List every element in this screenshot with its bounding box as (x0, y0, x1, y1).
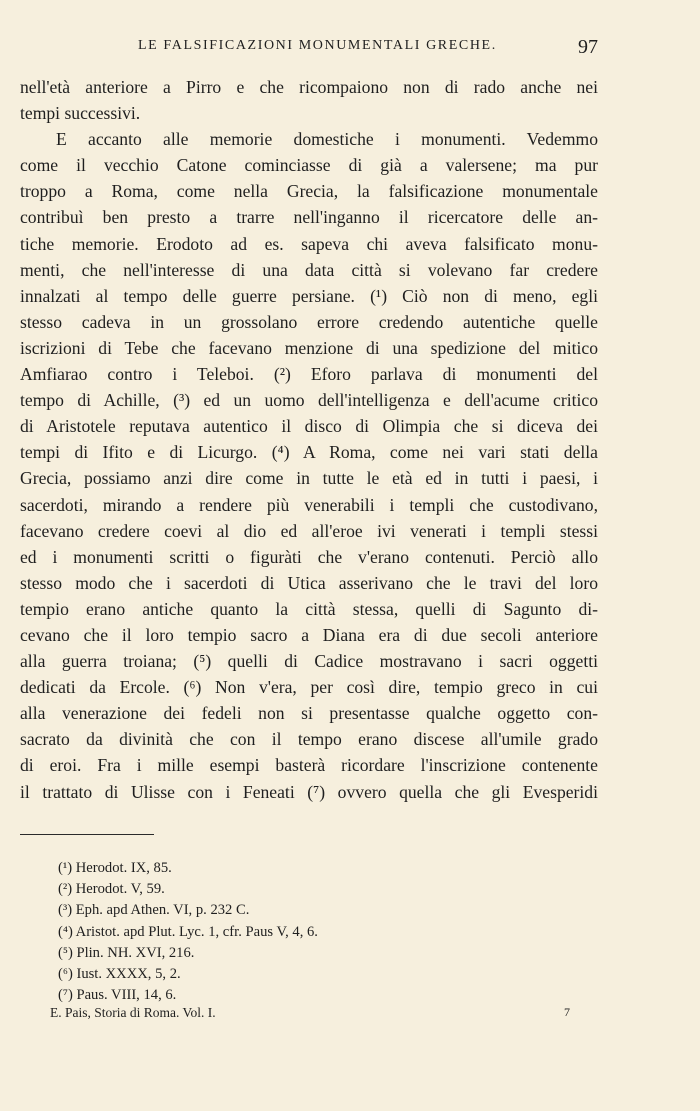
text-line: contribuì ben presto a trarre nell'inganno il ricercatore delle an- (20, 207, 598, 228)
running-title: LE FALSIFICAZIONI MONUMENTALI GRECHE. (138, 38, 497, 53)
text-line: cevano che il loro tempio sacro a Diana era di due secoli anteriore (20, 624, 598, 645)
text-line: Grecia, possiamo anzi dire come in tutte le età ed in tutti i paesi, i (20, 468, 598, 489)
text-line: Amfiarao contro i Teleboi. (²) Eforo parlava di monumenti del (20, 364, 598, 385)
text-line: iscrizioni di Tebe che facevano menzione di una spedizione del mitico (20, 337, 598, 358)
text-line: ed i monumenti scritti o figuràti che v'erano contenuti. Perciò allo (20, 546, 598, 567)
text-line: tempi di Ifito e di Licurgo. (⁴) A Roma, come nei vari stati della (20, 442, 598, 463)
footnote: (³) Eph. apd Athen. VI, p. 232 C. (58, 902, 250, 919)
text-line: stesso cadeva in un grossolano errore credendo autentiche quelle (20, 311, 598, 332)
main-text (20, 74, 598, 805)
footnote: (¹) Herodot. IX, 85. (58, 860, 172, 876)
footnote: (⁴) Aristot. apd Plut. Lyc. 1, cfr. Paus V, 4, 6. (58, 923, 318, 940)
text-line: tiche memorie. Erodoto ad es. sapeva chi aveva falsificato monu- (20, 233, 598, 254)
text-line: facevano credere coevi al dio ed all'eroe ivi venerati i templi stessi (20, 520, 598, 541)
footnote: (²) Herodot. V, 59. (58, 881, 165, 898)
text-line: tempi successivi. (20, 103, 141, 124)
text-line: alla guerra troiana; (⁵) quelli di Cadice mostravano i sacri oggetti (20, 651, 598, 672)
text-line: tempio erano antiche quanto la città stessa, quelli di Sagunto di- (20, 598, 598, 619)
footnote: (⁶) Iust. XXXX, 5, 2. (58, 965, 181, 982)
text-line: il trattato di Ulisse con i Feneati (⁷) ovvero quella che gli Evesperidi (20, 781, 598, 802)
text-line: di Aristotele reputava autentico il disco di Olimpia che si diceva dei (20, 416, 598, 437)
footnotes (58, 858, 578, 1006)
text-line: alla venerazione dei fedeli non si presentasse qualche oggetto con- (20, 703, 598, 724)
text-line: stesso modo che i sacerdoti di Utica asserivano che le travi del loro (20, 572, 598, 593)
text-line: troppo a Roma, come nella Grecia, la falsificazione monumentale (20, 181, 598, 202)
footnote-divider (20, 834, 154, 835)
page-footer (50, 1005, 570, 1025)
text-line: E accanto alle memorie domestiche i monumenti. Vedemmo (56, 129, 598, 150)
text-line: nell'età anteriore a Pirro e che ricompaiono non di rado anche nei (20, 77, 598, 97)
page-header (20, 36, 598, 64)
text-line: innalzati al tempo delle guerre persiane. (¹) Ciò non di meno, egli (20, 285, 598, 306)
page-number: 97 (578, 36, 598, 58)
text-line: sacrato da divinità che con il tempo erano discese all'umile grado (20, 729, 598, 750)
text-line: di eroi. Fra i mille esempi basterà ricordare l'inscrizione contenente (20, 755, 598, 776)
footnote: (⁷) Paus. VIII, 14, 6. (58, 987, 177, 1004)
footer-citation: E. Pais, Storia di Roma. Vol. I. (50, 1005, 216, 1020)
text-line: dedicati da Ercole. (⁶) Non v'era, per così dire, tempio greco in cui (20, 677, 598, 698)
signature-mark: 7 (564, 1005, 570, 1019)
text-line: come il vecchio Catone cominciasse di già a valersene; ma pur (20, 155, 598, 176)
text-line: tempo di Achille, (³) ed un uomo dell'intelligenza e dell'acume critico (20, 390, 598, 411)
footnote: (⁵) Plin. NH. XVI, 216. (58, 944, 195, 961)
text-line: sacerdoti, mirando a rendere più venerabili i templi che custodivano, (20, 494, 598, 515)
text-line: menti, che nell'interesse di una data città si volevano far credere (20, 259, 598, 280)
